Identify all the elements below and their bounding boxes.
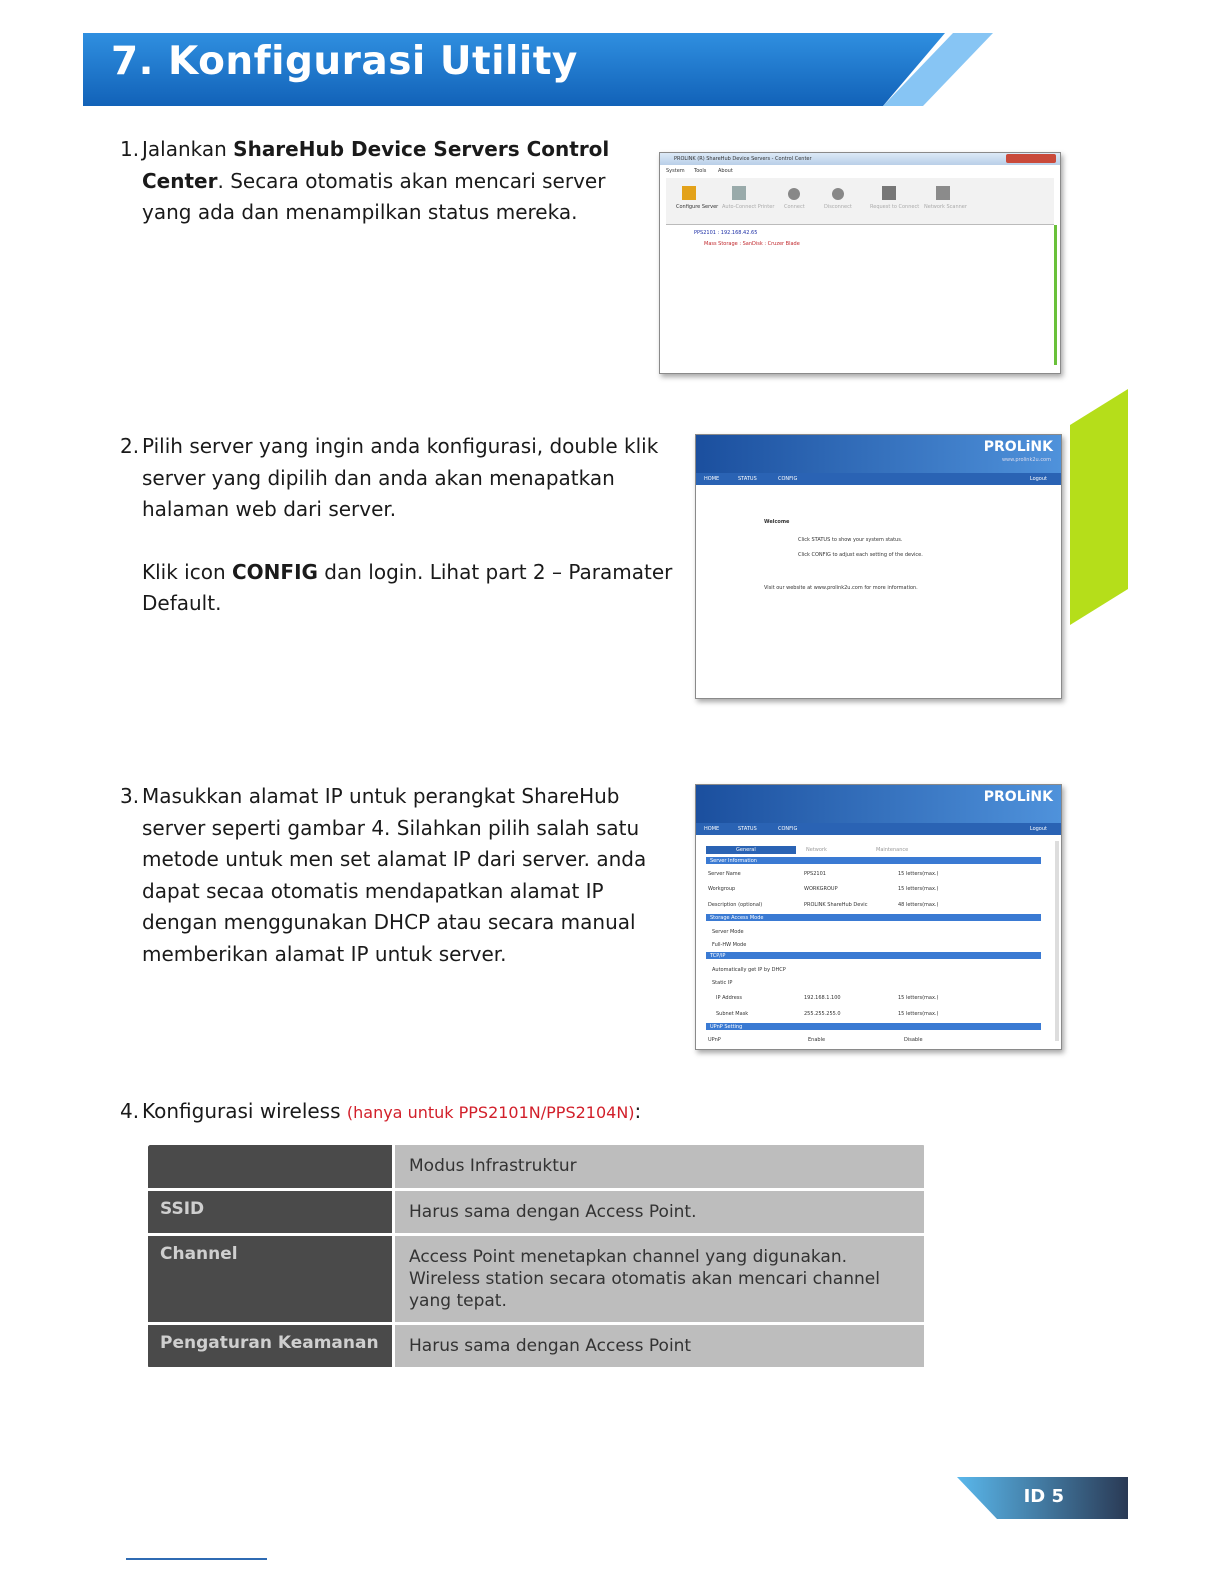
step-text: Klik icon: [142, 559, 232, 584]
nav-status: STATUS: [738, 476, 757, 482]
row-value-line: Wireless station secara otomatis akan mencari channel yang tepat.: [409, 1269, 880, 1311]
row-value: PPS2101: [804, 871, 826, 877]
row-value-line: Access Point menetapkan channel yang digunakan.: [409, 1247, 848, 1267]
window-border: [1054, 225, 1057, 365]
header-banner: [83, 33, 993, 106]
connect-icon: [788, 188, 800, 200]
row-label: SSID: [147, 1190, 394, 1235]
row-value: Harus sama dengan Access Point.: [394, 1190, 926, 1235]
step-text: Jalankan: [142, 137, 234, 161]
scrollbar: [1055, 841, 1059, 1041]
radio-static-ip: Static IP: [712, 980, 733, 986]
step-number: 1.: [120, 137, 140, 161]
upnp-disable: Disable: [904, 1037, 923, 1043]
toolbar-configure-server: Configure Server: [676, 204, 719, 210]
control-center-screenshot: [659, 152, 1061, 374]
page-number: ID 5: [1023, 1486, 1064, 1507]
table-row: [147, 1235, 926, 1324]
row-value: Harus sama dengan Access Point: [394, 1324, 926, 1369]
step-text-rest: Secara otomatis akan mencari server yang ada dan menampilkan status mereka.: [142, 168, 606, 224]
visit-text: Visit our website at www.prolink2u.com for more information.: [764, 585, 918, 591]
row-value: Modus Infrastruktur: [394, 1144, 926, 1190]
toolbar-disconnect: Disconnect: [824, 204, 852, 210]
table-row: [147, 1324, 926, 1369]
request-icon: [882, 186, 896, 200]
menu-about: About: [718, 168, 733, 174]
row-value: PROLINK ShareHub Devic: [804, 902, 868, 908]
step-text-colon: :: [634, 1099, 642, 1123]
toolbar-network-scanner: Network Scanner: [924, 204, 967, 210]
row-hint: 48 letters(max.): [898, 902, 939, 908]
web-config-screenshot: [695, 784, 1062, 1050]
table-row: [147, 1190, 926, 1235]
section-tcpip: TCP/IP: [710, 953, 726, 959]
configure-server-icon: [682, 186, 696, 200]
radio-server-mode: Server Mode: [712, 929, 744, 935]
welcome-bullet: Click STATUS to show your system status.: [798, 537, 903, 543]
row-hint: 15 letters(max.): [898, 1011, 939, 1017]
row-hint: 15 letters(max.): [898, 871, 939, 877]
upnp-enable: Enable: [808, 1037, 826, 1043]
step-text: Masukkan alamat IP untuk perangkat ShareHub server seperti gambar 4. Silahkan pilih salah satu metode untuk men set alamat IP dari server. anda dapat secaa otomatis mendapatkan alamat IP dengan menggunakan DHCP atau secara manual memberikan alamat IP untuk server.: [142, 784, 647, 966]
nav-bar: [696, 823, 1061, 835]
nav-logout: Logout: [1029, 826, 1047, 832]
row-label: IP Address: [716, 995, 742, 1001]
row-hint: 15 letters(max.): [898, 886, 939, 892]
radio-dhcp: Automatically get IP by DHCP: [712, 967, 786, 973]
config-keyword: CONFIG: [232, 559, 318, 584]
step-text: Konfigurasi wireless: [142, 1099, 347, 1123]
window-title: PROLINK (R) ShareHub Device Servers - Control Center: [674, 156, 812, 162]
welcome-heading: Welcome: [764, 519, 790, 525]
brand-logo: PROLiNK: [983, 439, 1053, 455]
toolbar: [666, 178, 1054, 225]
row-label: Subnet Mask: [716, 1011, 749, 1017]
row-label: Pengaturan Keamanan: [147, 1324, 394, 1369]
step-text: Pilih server yang ingin anda konfigurasi, double klik server yang dipilih dan anda akan menapatkan halaman web dari server.: [142, 434, 659, 521]
nav-config: CONFIG: [778, 476, 798, 482]
table-row: [147, 1144, 926, 1190]
row-label: Server Name: [708, 871, 741, 877]
page-number-tab: [957, 1477, 1128, 1519]
side-accent-shape: [1070, 389, 1128, 625]
nav-logout: Logout: [1029, 476, 1047, 482]
footer-rule: [126, 1558, 267, 1560]
row-value: 255.255.255.0: [804, 1011, 841, 1017]
printer-icon: [732, 186, 746, 200]
wireless-config-table: [145, 1142, 927, 1370]
section-bar: [706, 1023, 1041, 1030]
tree-device: Mass Storage : SanDisk : Cruzer Blade: [704, 241, 800, 247]
tab-maintenance-label: Maintenance: [876, 847, 909, 853]
toolbar-auto-connect: Auto-Connect Printer: [722, 204, 775, 210]
row-label: Workgroup: [708, 886, 736, 892]
menu-tools: Tools: [694, 168, 707, 174]
row-value: [394, 1235, 926, 1324]
brand-url: www.prolink2u.com: [1001, 457, 1051, 463]
step-number: 3.: [120, 784, 140, 808]
row-label: [147, 1144, 394, 1190]
web-home-screenshot: [695, 434, 1062, 699]
step-number: 2.: [120, 434, 140, 458]
toolbar-connect: Connect: [784, 204, 805, 210]
welcome-bullet: Click CONFIG to adjust each setting of the device.: [798, 552, 923, 558]
app-name: ShareHub Device Servers Control Center: [142, 137, 610, 193]
window-close-icon: [1006, 154, 1056, 163]
step-1: [120, 134, 640, 229]
section-upnp: UPnP Setting: [710, 1024, 743, 1030]
step-4: [120, 1096, 820, 1129]
tab-network-label: Network: [806, 847, 827, 853]
section-storage: Storage Access Mode: [710, 915, 764, 921]
step-2: [120, 431, 680, 620]
section-bar: [706, 952, 1041, 959]
step-3: [120, 781, 680, 970]
network-scanner-icon: [936, 186, 950, 200]
disconnect-icon: [832, 188, 844, 200]
section-server-info: Server Information: [710, 858, 757, 864]
nav-bar: [696, 473, 1061, 485]
row-hint: 15 letters(max.): [898, 995, 939, 1001]
row-label: Description (optional): [708, 902, 763, 908]
step-text: dan login. Lihat part 2 – Paramater Default.: [142, 559, 673, 615]
row-value: 192.168.1.100: [804, 995, 841, 1001]
step-number: 4.: [120, 1099, 140, 1123]
row-label: Channel: [147, 1235, 394, 1324]
upnp-label: UPnP: [708, 1037, 721, 1043]
step-text-punct: .: [217, 168, 224, 193]
menu-system: System: [666, 168, 685, 174]
nav-home: HOME: [704, 826, 720, 832]
toolbar-request: Request to Connect: [870, 204, 920, 210]
model-note: (hanya untuk PPS2101N/PPS2104N): [346, 1103, 635, 1122]
tab-general-label: General: [736, 847, 756, 853]
page-title: 7. Konfigurasi Utility: [111, 39, 578, 84]
radio-full-hw-mode: Full-HW Mode: [712, 942, 747, 948]
nav-status: STATUS: [738, 826, 757, 832]
nav-config: CONFIG: [778, 826, 798, 832]
nav-home: HOME: [704, 476, 720, 482]
brand-logo: PROLiNK: [983, 789, 1053, 805]
tree-server: PPS2101 : 192.168.42.65: [694, 230, 758, 236]
row-value: WORKGROUP: [804, 886, 838, 892]
